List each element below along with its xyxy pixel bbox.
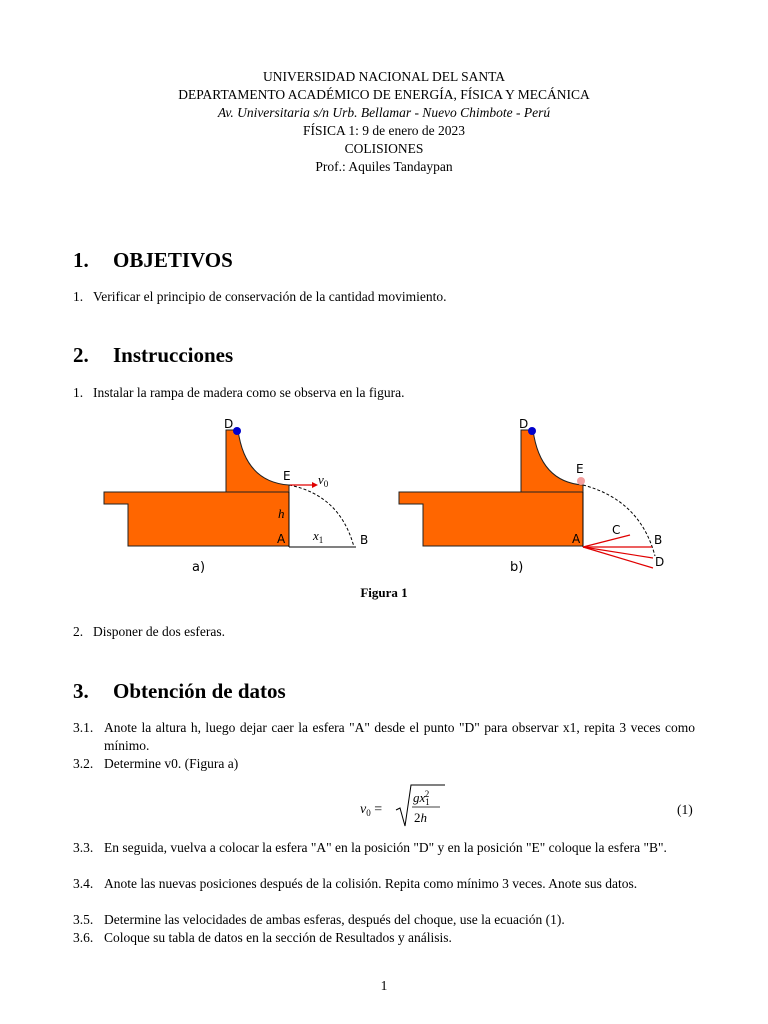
address: Av. Universitaria s/n Urb. Bellamar - Nuevo Chimbote - Perú [217,105,551,120]
ball-icon [528,427,536,435]
svg-text:v0 =: $v_0$ = [360,802,383,818]
ball-icon [233,427,241,435]
figure-a [100,410,380,580]
label-point-b: B [654,533,663,547]
label-point-e: E [576,462,584,476]
panel-label-b: b) [510,560,524,575]
topic: COLISIONES [344,141,424,156]
step-item: 3.5. Determine las velocidades de ambas esferas, después del choque, use la ecuación (1). [73,912,565,927]
step-item: 3.1. Anote la altura h, luego dejar caer la esfera "A" desde el punto "D" para observar x1, repita 3 veces como mínimo. [73,720,695,753]
label-point-a: A [572,532,581,546]
label-point-d2: D [655,555,665,569]
figure-caption: Figura 1 [360,585,408,600]
label-height: h [278,506,285,521]
label-point-b: B [360,533,369,547]
trajectory-curve [583,485,655,556]
page-number: 1 [380,978,388,993]
ramp [521,430,583,492]
section-title-objetivos: 1. OBJETIVOS [73,248,233,272]
step-item: 3.6. Coloque su tabla de datos en la sección de Resultados y análisis. [73,930,452,945]
university-name: UNIVERSIDAD NACIONAL DEL SANTA [262,69,506,84]
figure-b [395,410,685,580]
svg-text:gx12: $gx_12$ [413,789,430,807]
label-point-d: D [224,417,234,431]
ramp [226,430,289,492]
label-point-a: A [277,532,286,546]
step-item: 3.2. Determine v0. (Figura a) [73,756,239,771]
svg-text:2h: 2h [414,810,427,825]
panel-label-a: a) [192,560,206,575]
label-point-d: D [519,417,529,431]
instruction-item: 2. Disponer de dos esferas. [73,624,225,639]
target-ball-icon [577,477,585,485]
label-point-e: E [283,469,291,483]
objective-item: 1. Verificar el principio de conservación de la cantidad movimiento. [73,289,447,304]
course-date: FÍSICA 1: 9 de enero de 2023 [303,123,465,138]
professor: Prof.: Aquiles Tandaypan [315,159,453,174]
document-header [0,68,768,176]
equation [360,782,490,832]
table-block [104,492,289,546]
section-title-obtencion: 3. Obtención de datos [73,679,286,703]
table-block [399,492,583,546]
label-distance: $x_1$ [313,528,324,545]
equation-number: (1) [677,802,693,817]
label-point-c: C [612,523,621,537]
step-item: 3.4. Anote las nuevas posiciones después de la colisión. Repita como mínimo 3 veces. Anote sus datos. [73,876,638,891]
section-title-instrucciones: 2. Instrucciones [73,343,234,367]
label-velocity: $v_0$ [318,472,329,489]
department-name: DEPARTAMENTO ACADÉMICO DE ENERGÍA, FÍSICA Y MECÁNICA [178,87,590,102]
step-item: 3.3. En seguida, vuelva a colocar la esfera "A" en la posición "D" y en la posición "E" coloque la esfera "B". [73,840,667,855]
instruction-item: 1. Instalar la rampa de madera como se observa en la figura. [73,385,405,400]
